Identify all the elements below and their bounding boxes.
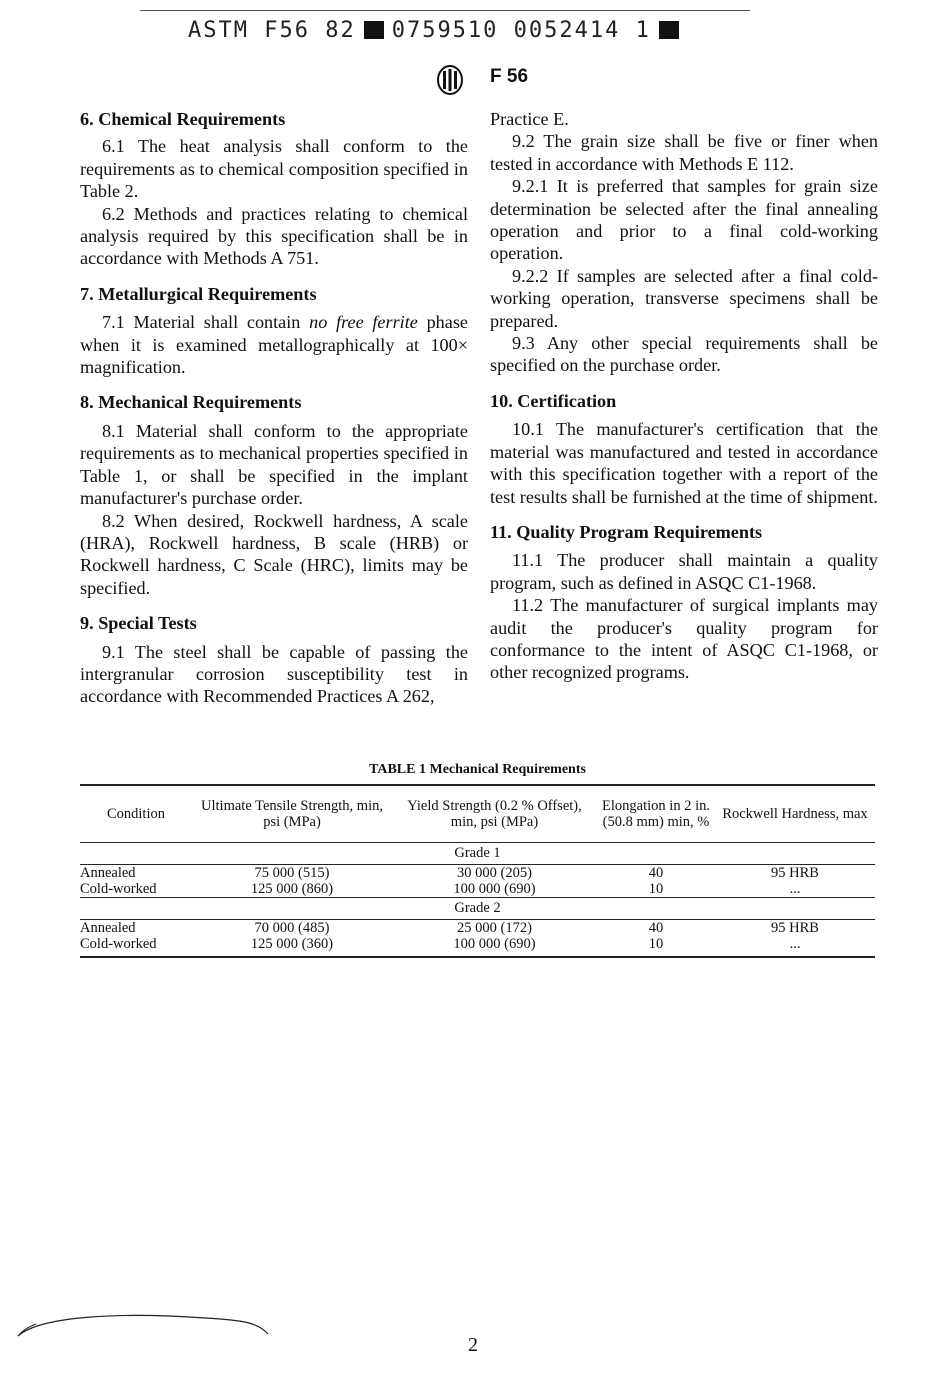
- para-9-1: 9.1 The steel shall be capable of passing the intergranular corrosion susceptibility test in accordance with Recommended Practices A 262,: [80, 641, 468, 707]
- table-cell: 100 000 (690): [392, 936, 597, 957]
- astm-logo-icon: [437, 65, 463, 95]
- section-11-title: 11. Quality Program Requirements: [490, 521, 763, 542]
- table-cell: Cold-worked: [80, 936, 192, 957]
- code-part-1: ASTM F56 82: [188, 18, 356, 43]
- para-7-1: [80, 311, 468, 378]
- table-cell: 125 000 (860): [250, 881, 334, 897]
- table-cell: 10: [597, 936, 715, 957]
- para-11-1: 11.1 The producer shall maintain a quality program, such as defined in ASQC C1-1968.: [490, 550, 878, 593]
- table-row: [80, 936, 875, 957]
- section-10-title: 10. Certification: [490, 390, 617, 411]
- pen-stroke-mark: [0, 1300, 300, 1360]
- right-column: [490, 108, 878, 684]
- column-header: Yield Strength (0.2 % Offset), min, psi (MPa): [392, 785, 597, 843]
- page-number: 2: [468, 1334, 478, 1356]
- mechanical-requirements-table: [80, 784, 875, 958]
- para-9-2-2: 9.2.2 If samples are selected after a final cold-working operation, transverse specimens shall be prepared.: [490, 265, 878, 331]
- para-11-2: 11.2 The manufacturer of surgical implants may audit the producer's quality program for conformance to the intent of ASQC C1-1968, or other recognized programs.: [490, 595, 878, 683]
- para-8-1: 8.1 Material shall conform to the appropriate requirements as to mechanical properties specified in Table 1, or shall be specified in the implant manufacturer's purchase order.: [80, 420, 468, 509]
- top-rule: [140, 10, 750, 11]
- para-7-1-text-end: phase when it is examined metallographically at 100× magnification.: [80, 312, 468, 378]
- table-cell: ...: [789, 881, 801, 897]
- table-cell: Annealed: [80, 920, 136, 936]
- table-title: TABLE 1 Mechanical Requirements: [369, 762, 586, 777]
- section-7-title: 7. Metallurgical Requirements: [80, 283, 317, 304]
- table-cell: Annealed: [80, 865, 136, 881]
- grade-label: Grade 2: [80, 898, 875, 920]
- designation: F 56: [490, 66, 529, 87]
- table-cell: 125 000 (360): [192, 936, 392, 957]
- table-cell: ...: [715, 936, 875, 957]
- column-header: Condition: [80, 785, 192, 843]
- table-cell: 30 000 (205): [457, 865, 532, 881]
- table-cell: 40: [648, 920, 664, 936]
- column-header: Elongation in 2 in. (50.8 mm) min, %: [597, 785, 715, 843]
- table-cell: 95 HRB: [771, 865, 819, 881]
- document-code: [188, 18, 748, 43]
- table-cell: 40: [648, 865, 664, 881]
- para-9-2: 9.2 The grain size shall be five or finer when tested in accordance with Methods E 112.: [490, 131, 878, 174]
- table-cell: Cold-worked: [80, 881, 157, 897]
- table-cell: 70 000 (485): [254, 920, 330, 936]
- para-9-3: 9.3 Any other special requirements shall be specified on the purchase order.: [490, 333, 878, 376]
- table-row: [80, 881, 875, 898]
- section-9-title: 9. Special Tests: [80, 613, 197, 634]
- section-6-title: 6. Chemical Requirements: [80, 109, 286, 129]
- table-cell: 100 000 (690): [453, 881, 536, 897]
- left-column: [80, 108, 468, 708]
- para-9-2-1: 9.2.1 It is preferred that samples for grain size determination be selected after the final annealing operation and prior to a final cold-working operation.: [490, 176, 878, 264]
- grade-label: Grade 1: [80, 843, 875, 865]
- column-header: Ultimate Tensile Strength, min, psi (MPa): [192, 785, 392, 843]
- table-cell: 75 000 (515): [254, 865, 330, 881]
- para-10-1: 10.1 The manufacturer's certification that the material was manufactured and tested in accordance with this specification together with a report of the test results shall be furnished at the time of shipment.: [490, 419, 878, 507]
- table-row: [80, 865, 875, 882]
- table-cell: 25 000 (172): [457, 920, 532, 936]
- table-cell: 95 HRB: [771, 920, 819, 936]
- para-9-1-continued: Practice E.: [490, 109, 569, 129]
- column-header: Rockwell Hardness, max: [715, 785, 875, 843]
- black-block-mark: [364, 21, 384, 39]
- section-8-title: 8. Mechanical Requirements: [80, 392, 302, 413]
- code-part-2: 0759510 0052414 1: [391, 18, 651, 43]
- table-row: [80, 920, 875, 937]
- para-7-1-text: 7.1 Material shall contain: [102, 312, 310, 333]
- para-8-2: 8.2 When desired, Rockwell hardness, A scale (HRA), Rockwell hardness, B scale (HRB) or Rockwell hardness, C Scale (HRC), limits may be specified.: [80, 510, 468, 598]
- para-6-2: 6.2 Methods and practices relating to chemical analysis required by this specification shall be in accordance with Methods A 751.: [80, 203, 468, 269]
- black-block-mark: [659, 21, 679, 39]
- para-7-1-emphasis: no free ferrite: [309, 312, 418, 333]
- table-cell: 10: [648, 881, 664, 897]
- para-6-1: 6.1 The heat analysis shall conform to the requirements as to chemical composition specified in Table 2.: [80, 136, 468, 202]
